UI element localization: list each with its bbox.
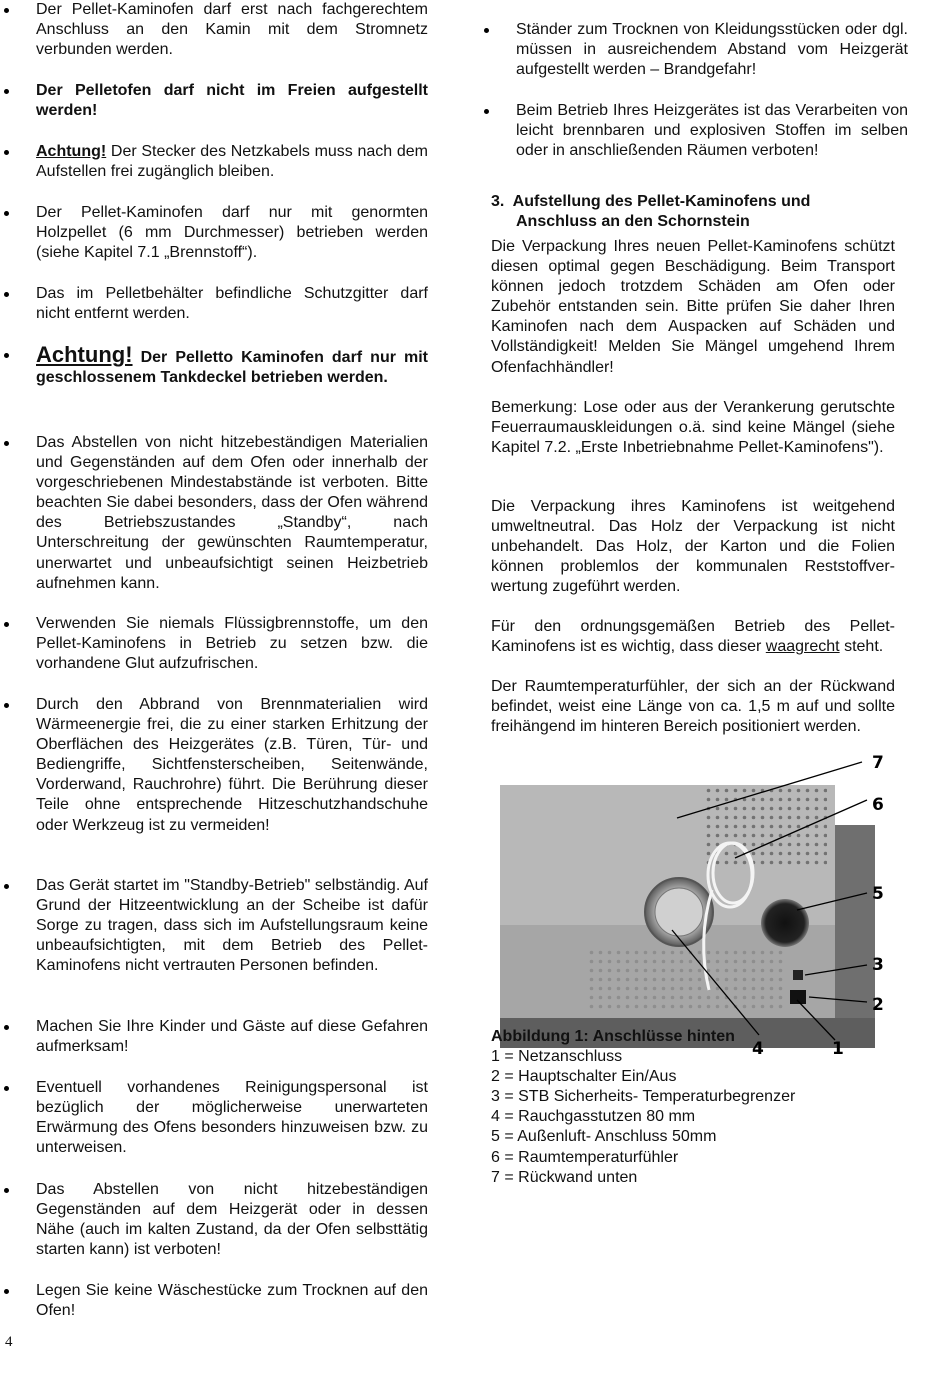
air-intake-hole [761,899,809,947]
bullet-icon [4,884,9,889]
list-item-text: Das Gerät startet im "Standby-Betrieb" selbständig. Auf Grund der Hitzeentwicklung an der Scheibe ist dafür Sorge zu tragen, dass sich im Aufstellungsraum keine unbeaufsichtigten, mit dem Betrieb des Pellet-Kaminofens nicht vertrauten Personen befinden. [36,877,428,975]
bullet-icon [4,1188,9,1193]
caption-line: 7 = Rückwand unten [491,1168,638,1186]
rear-connections-figure [497,750,892,1055]
list-item [0,203,440,263]
list-item-text: Das im Pelletbehälter befindliche Schutzgitter darf nicht entfernt werden. [36,285,428,323]
list-item [0,695,440,836]
list-item-text: Legen Sie keine Wäschestücke zum Trocknen auf den Ofen! [36,1282,428,1320]
bullet-icon [484,28,489,33]
list-item-text: Der Pellet-Kaminofen darf erst nach fachgerechtem Anschluss an den Kamin mit dem Stromnetz verbunden werden. [36,1,428,59]
paragraph-environment: Die Verpackung ihres Kaminofens ist weitgehend umweltneutral. Das Holz der Verpackung ist nicht unbehandelt. Das Holz, der Karton und die Folien können problemlos der kommunalen Reststoffverwertung zugeführt werden. [491,498,895,596]
list-item [0,1078,440,1158]
list-item-text: Durch den Abbrand von Brennmaterialien wird Wärmeenergie frei, die zu einer starken Erhitzung der Oberflächen des Heizgerätes (z.B. Türen, Tür- und Bediengriffe, Sichtfensterscheiben, Seitenwände, Vorderwand, Rauchrohre) führt. Die Berührung dieser Teile ohne entsprechende Hitzeschutzhandschuhe oder Werkzeug ist zu vermeiden! [36,696,428,834]
callout-4: 4 [752,1039,764,1055]
stb-limiter [793,970,803,980]
bullet-icon [4,703,9,708]
top-vents [702,788,827,868]
list-item [0,1281,440,1321]
list-item [0,0,440,60]
underlined-word: waagrecht [765,638,840,656]
list-item-text: Das Abstellen von nicht hitzebeständigen Materialien und Gegenständen auf dem Ofen oder innerhalb der vorgeschriebenen Mindestabstände ist verboten. Bitte beachten Sie dabei besonders, dass der Ofen während des Betriebszustandes „Standby“, nach Unterschreitung der gewünschten Raumtemperatur, unerwartet und unbeaufsichtigt seinen Heizbetrieb aufnehmen kann. [36,434,428,592]
bullet-icon [4,150,9,155]
list-item [0,81,440,121]
list-item-text: Verwenden Sie niemals Flüssigbrennstoffe, um den Pellet-Kaminofens in Betrieb zu setzen bzw. die vorhandene Glut aufzufrischen. [36,615,428,673]
bullet-icon [4,441,9,446]
list-item [0,433,440,594]
list-item-text: Ständer zum Trocknen von Kleidungsstücken oder dgl. müssen in ausreichendem Abstand vom Heizgerät aufgestellt werden – Brandgefahr! [516,21,908,79]
list-item [0,876,440,976]
page-number: 4 [5,1334,13,1350]
bullet-icon [4,211,9,216]
caption-line: 2 = Hauptschalter Ein/Aus [491,1068,677,1086]
list-item [480,20,920,80]
bullet-icon [4,1289,9,1294]
callout-5: 5 [872,884,884,904]
callout-2: 2 [872,995,884,1015]
list-item [0,342,440,388]
list-item [0,142,440,182]
bullet-icon [4,1086,9,1091]
flue-pipe-inner [655,888,703,936]
list-item [0,1180,440,1260]
list-item [480,101,920,161]
paragraph-sensor: Der Raumtemperaturfühler, der sich an der Rückwand befindet, weist eine Länge von ca. 1,5 m auf und sollte freihängend im hinteren Bereich positioniert werden. [491,678,895,736]
paragraph-remark: Bemerkung: Lose oder aus der Verankerung gerutschte Feuerraumauskleidungen o.ä. sind keine Mängel (siehe Kapitel 7.2. „Erste Inbetriebnahme Pellet-Kaminofens"). [491,399,895,457]
list-item-text: Achtung! Der Pelletto Kaminofen darf nur mit geschlossenem Tankdeckel betrieben werden. [36,342,428,387]
caption-line: 1 = Netzanschluss [491,1048,623,1066]
list-item-text: Achtung! Der Stecker des Netzkabels muss nach dem Aufstellen frei zugänglich bleiben. [36,143,428,181]
list-item [0,284,440,324]
figure-caption [491,1027,911,1188]
callout-1: 1 [832,1039,844,1055]
callout-3: 3 [872,955,884,975]
callout-6: 6 [872,795,884,815]
caption-line: 5 = Außenluft- Anschluss 50mm [491,1128,717,1146]
list-item-text: Der Pellet-Kaminofen darf nur mit genormten Holzpellet (6 mm Durchmesser) betrieben werden (siehe Kapitel 7.1 „Brennstoff“). [36,204,428,262]
section-number: 3. [491,193,505,210]
bullet-icon [4,292,9,297]
lower-vents [587,950,787,1010]
section-title-line1: Aufstellung des Pellet-Kaminofens und [512,193,811,210]
list-item [0,1017,440,1057]
bullet-icon [4,1025,9,1030]
callout-7: 7 [872,753,884,773]
section-heading [491,192,895,232]
bullet-icon [4,8,9,13]
caption-line: 3 = STB Sicherheits- Temperaturbegrenzer [491,1088,796,1106]
bullet-icon [4,622,9,627]
list-item-text: Beim Betrieb Ihres Heizgerätes ist das Verarbeiten von leicht brennbaren und explosiven Stoffen im selben oder in anschließenden Räumen verboten! [516,102,908,160]
list-item-text: Machen Sie Ihre Kinder und Gäste auf diese Gefahren aufmerksam! [36,1018,428,1056]
caption-line: 4 = Rauchgasstutzen 80 mm [491,1108,696,1126]
bullet-icon [4,353,9,358]
bullet-icon [484,109,489,114]
caption-line: 6 = Raumtemperaturfühler [491,1148,679,1166]
paragraph-packaging: Die Verpackung Ihres neuen Pellet-Kaminofens schützt diesen optimal gegen Beschädigung. Beim Transport können jedoch trotzdem Schäden am Ofen oder Zubehör entstanden sein. Bitte prüfen Sie daher Ihren Kaminofen nach dem Auspacken auf Schäden und Vollständigkeit! Melden Sie Mängel umgehend Ihrem Ofenfachhändler! [491,238,895,376]
list-item-text: Eventuell vorhandenes Reinigungspersonal ist bezüglich der möglicherweise unerwarteten Erwärmung des Ofens besonders hinzuweisen bzw. zu unterweisen. [36,1079,428,1157]
list-item-text: Der Pelletofen darf nicht im Freien aufgestellt werden! [36,82,428,120]
bullet-icon [4,89,9,94]
list-item [0,614,440,674]
paragraph-level: Für den ordnungsgemäßen Betrieb des Pellet-Kaminofens ist es wichtig, dass dieser waagrecht steht. [491,618,895,656]
caption-title: Abbildung 1: Anschlüsse hinten [491,1028,735,1045]
list-item-text: Das Abstellen von nicht hitzebeständigen Gegenständen auf dem Heizgerät oder in dessen Nähe (auch im kalten Zustand, da der Ofen selbsttätig starten kann) ist verboten! [36,1181,428,1259]
section-title-line2: Anschluss an den Schornstein [516,213,750,230]
